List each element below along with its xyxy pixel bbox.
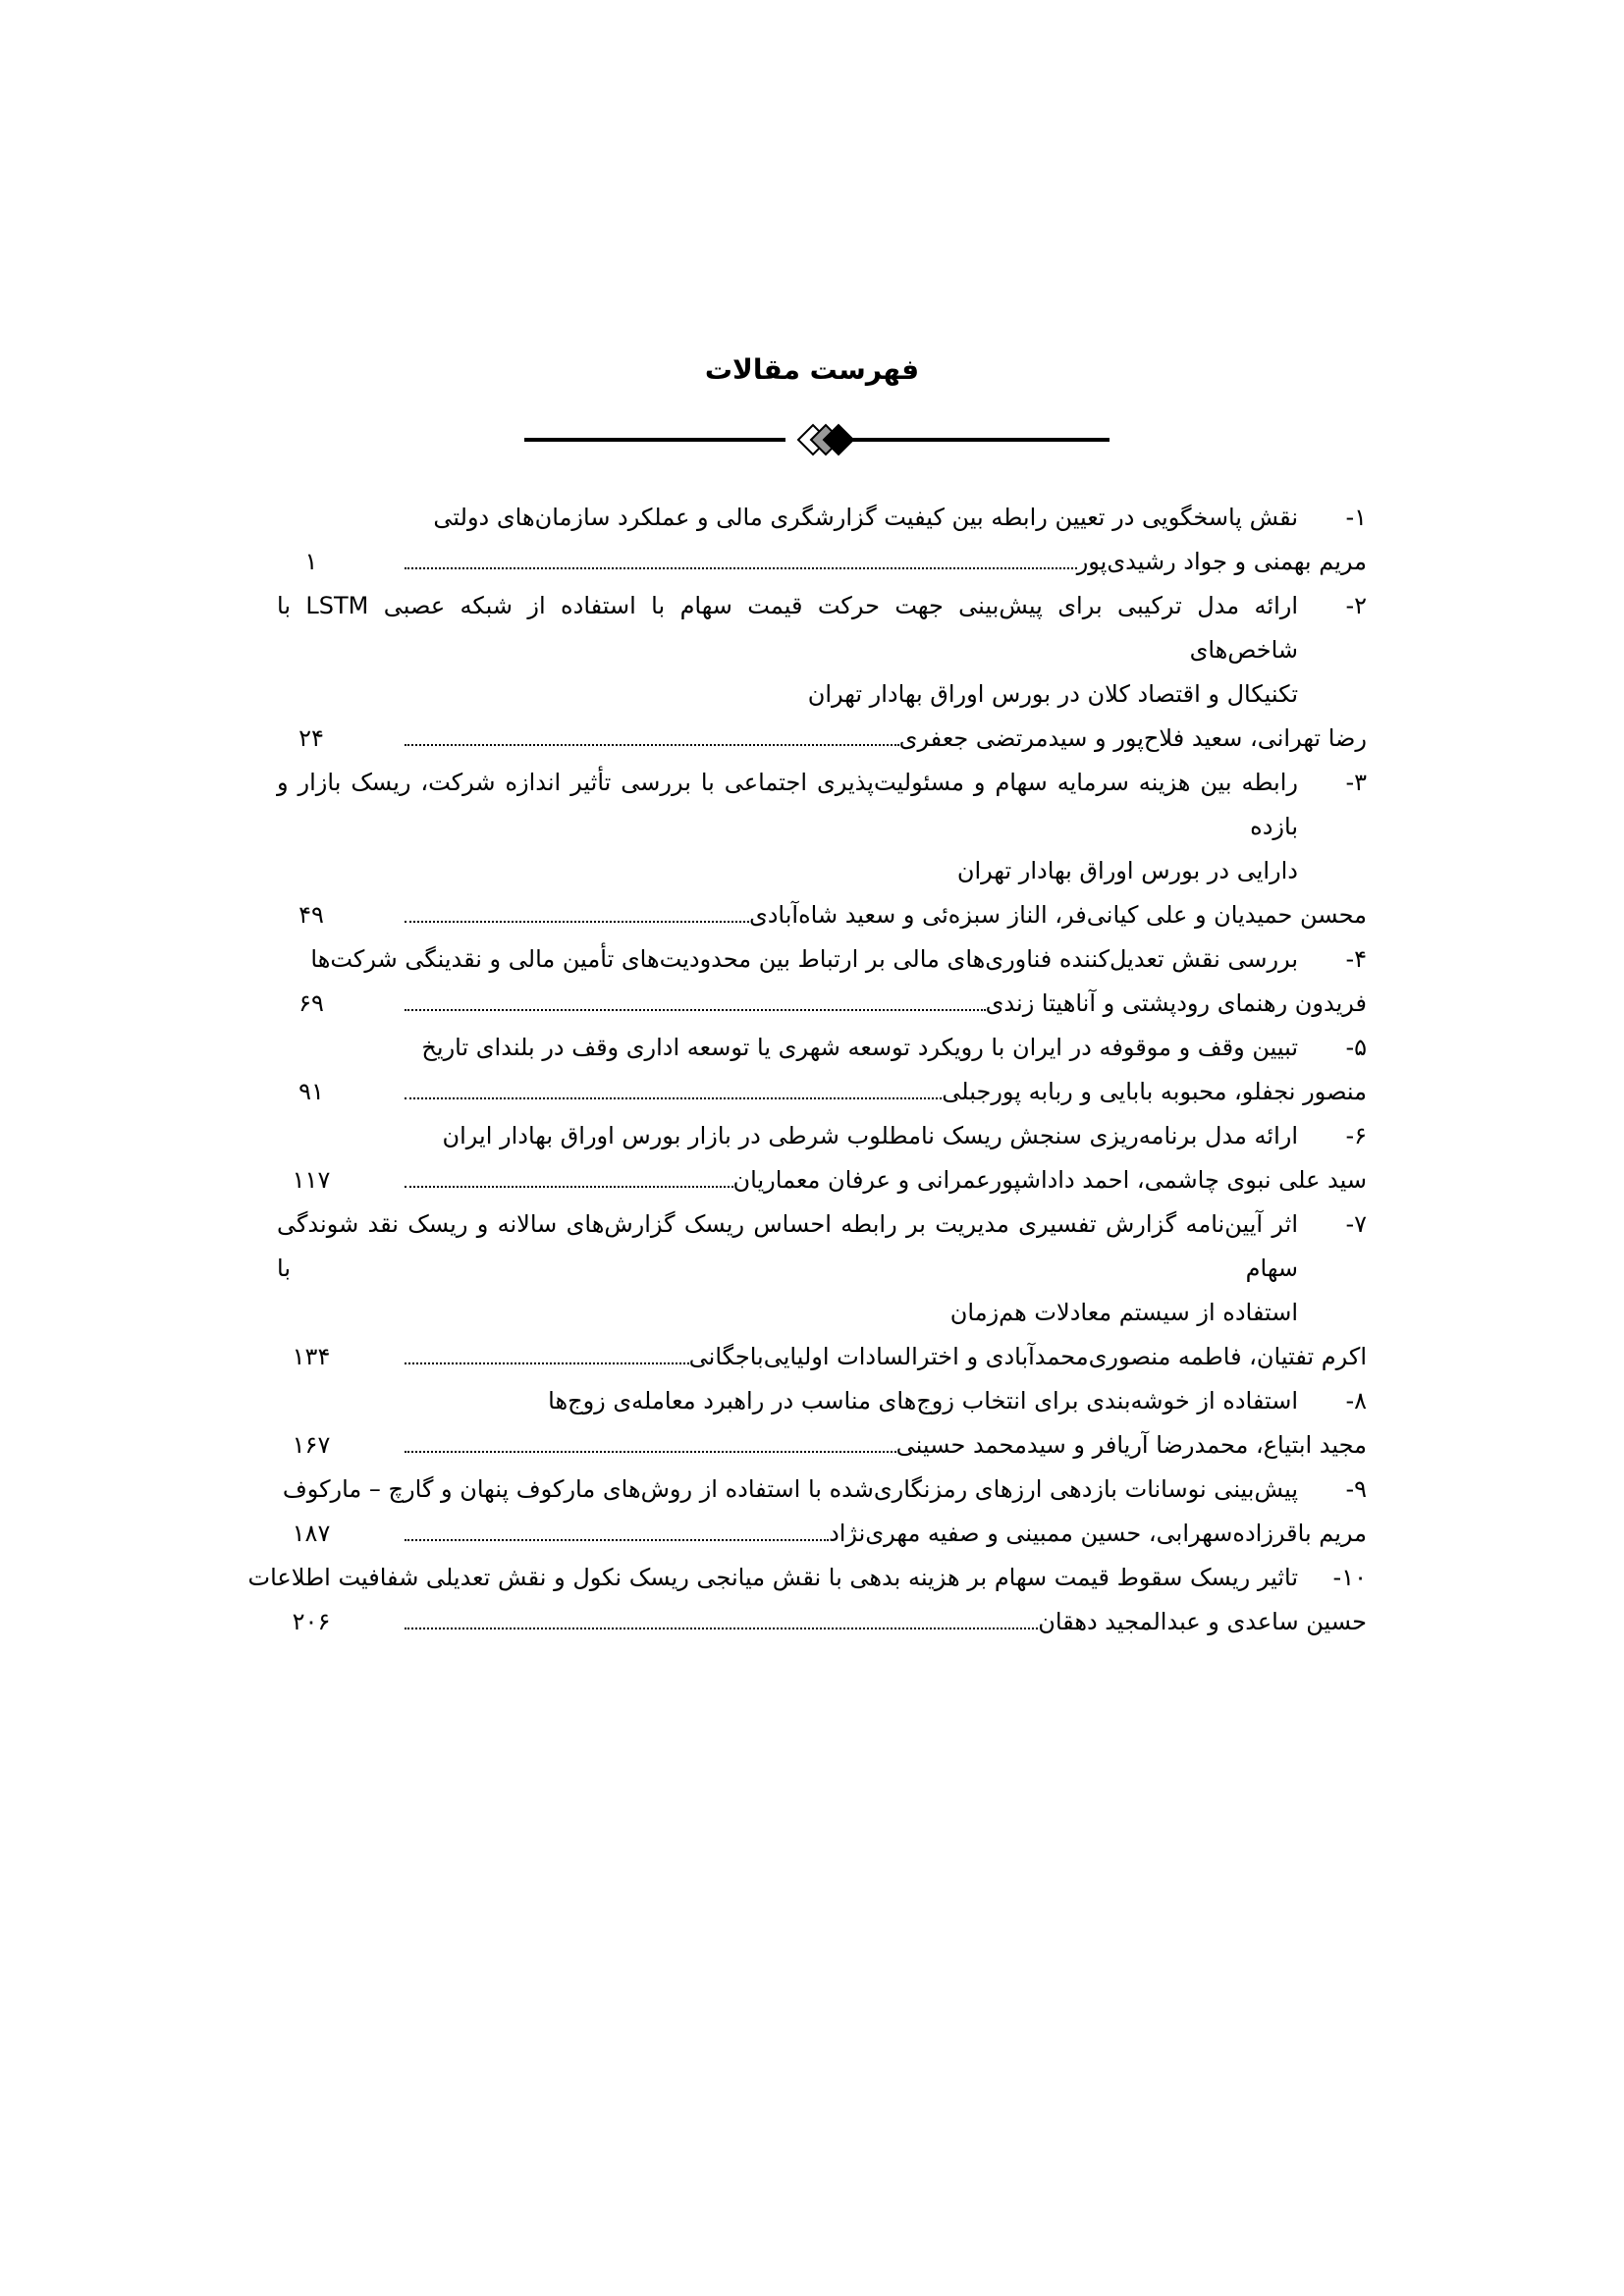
toc-entry-title-text: ارائه مدل ترکیبی برای پیش‌بینی جهت حرکت قیمت سهام با استفاده از شبکه عصبی LSTM با شاخص‌های: [277, 592, 1299, 664]
toc-entry-title: [277, 937, 1367, 982]
toc-entry-number: ۴-: [1345, 945, 1367, 973]
toc-entry-page-number: ۹۱: [298, 1078, 324, 1105]
toc-entry[interactable]: [277, 1026, 1367, 1114]
toc-entry-page-number: ۲۰۶: [292, 1608, 331, 1635]
toc-entry-page-number: ۴۹: [298, 901, 324, 929]
toc-entry-authors: منصور نجفلو، محبوبه بابایی و ربابه پورجبلی: [942, 1078, 1367, 1105]
toc-entry-authors-row: [277, 982, 1367, 1026]
toc-entry-title: [277, 1468, 1367, 1512]
toc-entry-title: [277, 1114, 1367, 1158]
toc-entry-authors: حسین ساعدی و عبدالمجید دهقان: [1038, 1608, 1367, 1635]
toc-entry[interactable]: [277, 1379, 1367, 1468]
toc-entry[interactable]: [277, 584, 1367, 761]
table-of-contents: [247, 496, 1367, 1644]
toc-entry-page-number: ۱: [304, 548, 318, 575]
toc-entry-authors-row: [277, 540, 1367, 584]
toc-entry-title: [277, 1026, 1367, 1070]
toc-entry-number: ۸-: [1345, 1387, 1367, 1415]
dotted-leader: [346, 1512, 829, 1541]
toc-entry-title: [277, 761, 1367, 849]
toc-entry-number: ۱-: [1345, 504, 1367, 531]
toc-entry-authors: مریم بهمنی و جواد رشیدی‌پور: [1076, 548, 1367, 575]
toc-entry-number: ۵-: [1345, 1034, 1367, 1061]
toc-entry-authors: سید علی نبوی چاشمی، احمد داداشپورعمرانی و عرفان معماریان: [732, 1166, 1367, 1194]
toc-entry-title-text: ارائه مدل برنامه‌ریزی سنجش ریسک نامطلوب شرطی در بازار بورس اوراق بهادار ایران: [442, 1122, 1298, 1149]
toc-entry-page-number: ۱۳۴: [292, 1343, 331, 1370]
toc-entry-title: [277, 496, 1367, 540]
toc-entry-authors-row: [277, 1158, 1367, 1202]
toc-entry-title-continuation: استفاده از سیستم معادلات هم‌زمان: [949, 1299, 1298, 1326]
dotted-leader: [346, 982, 986, 1011]
toc-entry-authors-row: [277, 717, 1367, 761]
toc-entry-authors-row: [277, 1070, 1367, 1114]
toc-entry-authors-row: [277, 893, 1367, 937]
toc-entry-authors-row: [277, 1423, 1367, 1468]
toc-entry-title: [277, 1202, 1367, 1291]
toc-entry-authors-row: [277, 1335, 1367, 1379]
toc-entry-title-text: اثر آیین‌نامه گزارش تفسیری مدیریت بر رابطه احساس ریسک گزارش‌های سالانه و ریسک نقد شوندگی سهام با: [277, 1210, 1298, 1282]
toc-entry-number: ۱۰-: [1332, 1564, 1367, 1591]
dotted-leader: [346, 1158, 733, 1188]
toc-entry-number: ۹-: [1345, 1475, 1367, 1503]
toc-entry-title: [247, 1556, 1367, 1600]
toc-entry-title: [277, 584, 1367, 672]
dotted-leader: [346, 1600, 1038, 1629]
page-title: فهرست مقالات: [704, 353, 920, 386]
dotted-leader: [346, 540, 1077, 569]
toc-entry-title: [277, 1379, 1367, 1423]
toc-entry[interactable]: [277, 1468, 1367, 1556]
toc-entry-title-text: نقش پاسخگویی در تعیین رابطه بین کیفیت گزارشگری مالی و عملکرد سازمان‌های دولتی: [433, 504, 1298, 531]
toc-entry-title-text: استفاده از خوشه‌بندی برای انتخاب زوج‌های مناسب در راهبرد معامله‌ی زوج‌ها: [548, 1387, 1298, 1415]
toc-entry-authors: اکرم تفتیان، فاطمه منصوری‌محمدآبادی و اخترالسادات اولیایی‌باجگانی: [688, 1343, 1367, 1370]
toc-entry-title-continuation: دارایی در بورس اوراق بهادار تهران: [956, 857, 1298, 884]
toc-entry-number: ۲-: [1345, 592, 1367, 619]
toc-entry-title-text: بررسی نقش تعدیل‌کننده فناوری‌های مالی بر ارتباط بین محدودیت‌های تأمین مالی و نقدینگی شرکت‌ها: [310, 945, 1298, 973]
dotted-leader: [346, 1335, 689, 1364]
toc-entry-authors: مجید ابتیاع، محمدرضا آریافر و سیدمحمد حسینی: [895, 1431, 1367, 1459]
toc-entry-number: ۳-: [1345, 769, 1367, 796]
toc-entry[interactable]: [277, 761, 1367, 937]
toc-entry-page-number: ۶۹: [298, 989, 324, 1017]
dotted-leader: [346, 893, 749, 923]
toc-entry-authors: محسن حمیدیان و علی کیانی‌فر، الناز سبزه‌ئی و سعید شاه‌آبادی: [748, 901, 1367, 929]
toc-entry-title-text: پیش‌بینی نوسانات بازدهی ارزهای رمزنگاری‌شده با استفاده از روش‌های مارکوف پنهان و گارچ – مارکوف: [282, 1475, 1298, 1503]
toc-entry[interactable]: [247, 1556, 1367, 1644]
toc-entry-number: ۶-: [1345, 1122, 1367, 1149]
toc-entry-authors: رضا تهرانی، سعید فلاح‌پور و سیدمرتضی جعفری: [898, 724, 1367, 752]
toc-entry-authors: فریدون رهنمای رودپشتی و آناهیتا زندی: [985, 989, 1367, 1017]
toc-entry[interactable]: [277, 1202, 1367, 1379]
dotted-leader: [346, 1423, 896, 1453]
toc-entry-title-text: تبیین وقف و موقوفه در ایران با رویکرد توسعه شهری یا توسعه اداری وقف در بلندای تاریخ: [421, 1034, 1298, 1061]
toc-entry-page-number: ۲۴: [298, 724, 324, 752]
toc-entry-title-text: رابطه بین هزینه سرمایه سهام و مسئولیت‌پذیری اجتماعی با بررسی تأثیر اندازه شرکت، ریسک بازار و بازده: [277, 769, 1298, 840]
toc-entry[interactable]: [277, 937, 1367, 1026]
toc-entry-authors-row: [277, 1600, 1367, 1644]
divider-ornament: [520, 420, 1110, 459]
dotted-leader: [346, 717, 899, 746]
toc-entry-authors-row: [277, 1512, 1367, 1556]
dotted-leader: [346, 1070, 942, 1099]
toc-entry-page-number: ۱۱۷: [292, 1166, 331, 1194]
toc-entry[interactable]: [277, 496, 1367, 584]
toc-entry-title-text: تاثیر ریسک سقوط قیمت سهام بر هزینه بدهی با نقش میانجی ریسک نکول و نقش تعدیلی شفافیت اطلاعات: [247, 1564, 1298, 1591]
toc-entry-authors: مریم باقرزاده‌سهرابی، حسین ممبینی و صفیه مهری‌نژاد: [829, 1520, 1367, 1547]
toc-entry-page-number: ۱۶۷: [292, 1431, 331, 1459]
toc-entry-number: ۷-: [1345, 1210, 1367, 1238]
toc-entry-title-continuation: تکنیکال و اقتصاد کلان در بورس اوراق بهادار تهران: [807, 680, 1298, 708]
toc-entry[interactable]: [277, 1114, 1367, 1202]
toc-entry-page-number: ۱۸۷: [292, 1520, 331, 1547]
